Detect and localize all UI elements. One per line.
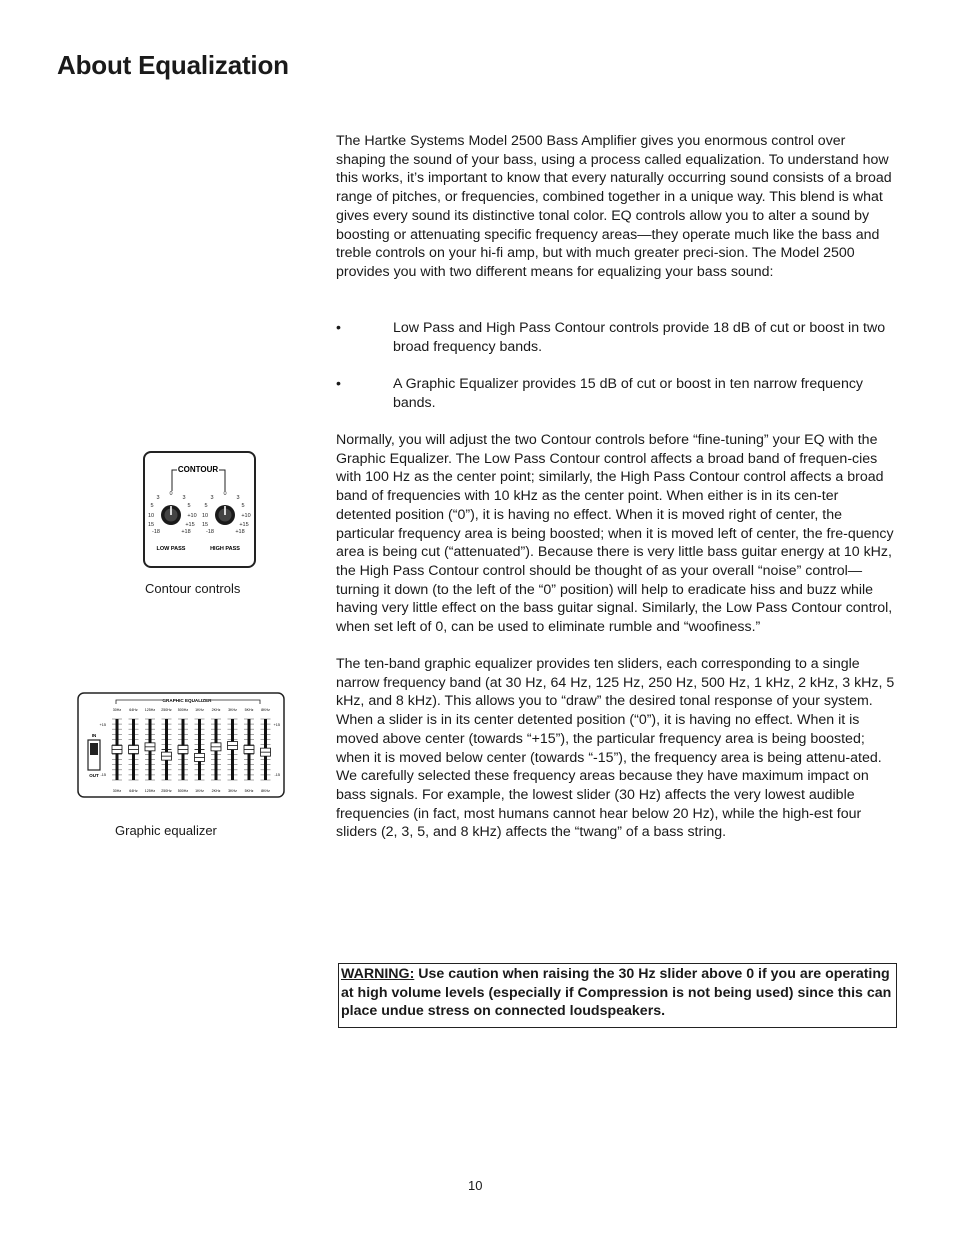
eq-band-label: 250Hz <box>161 789 172 793</box>
eq-band-label: 500Hz <box>177 789 189 793</box>
high-pass-knob <box>215 505 235 525</box>
scale-label: +15 <box>185 522 195 528</box>
bullet-text: Low Pass and High Pass Contour controls provide 18 dB of cut or boost in two broad frequency bands. <box>393 320 886 355</box>
warning-text: Use caution when raising the 30 Hz slider above 0 if you are operating at high volume levels (especially if Compression is not being used) since this can place undue stress on connected loudspeakers. <box>341 966 892 1020</box>
scale-label: 10 <box>201 513 209 519</box>
scale-bottom-label: -15 <box>274 773 280 777</box>
scale-label: 3 <box>156 495 160 501</box>
eq-slot <box>198 719 201 780</box>
eq-band-label: 64Hz <box>129 789 138 793</box>
eq-band-label: 64Hz <box>129 708 138 712</box>
scale-top-label: +15 <box>99 723 106 727</box>
graphic-equalizer-figure <box>77 692 286 804</box>
in-label: IN <box>91 733 97 738</box>
contour-controls-figure <box>143 451 256 574</box>
contour-panel-title: CONTOUR <box>177 465 219 474</box>
eq-band-label: 2KHz <box>211 789 221 793</box>
warning-box <box>338 963 897 1028</box>
scale-label: 3 <box>182 495 186 501</box>
eq-band-label: 250Hz <box>161 708 172 712</box>
scale-label: 5 <box>204 503 208 509</box>
geq-panel-title: GRAPHIC EQUALIZER <box>162 698 212 703</box>
page-title: About Equalization <box>57 50 289 80</box>
scale-label: 5 <box>187 503 191 509</box>
scale-label: 0 <box>169 491 173 497</box>
scale-label: +15 <box>239 522 249 528</box>
low-pass-knob <box>161 505 181 525</box>
out-label: OUT <box>89 773 99 778</box>
scale-label: 15 <box>201 522 209 528</box>
eq-band-label: 1KHz <box>195 708 204 712</box>
scale-label: 10 <box>147 513 155 519</box>
scale-label: 5 <box>150 503 154 509</box>
geq-paragraph: The ten-band graphic equalizer provides ten sliders, each corresponding to a single narrow frequency band (at 30 Hz, 64 Hz, 125 Hz, 250 Hz, 500 Hz, 1 kHz, 2 kHz, 3 kHz, 5 kHz, and 8 kHz). This allows you to “draw” the desired tonal response of your system. When a slider is in its center detented position (“0”), it is having no effect. When it is moved above center (towards “+15”), the particular frequency area is being boosted; when it is moved below center (towards “-15”), the frequency area is being attenu-ated. We carefully selected these frequency areas because they have maximum impact on bass signals. For example, the lowest slider (30 Hz) affects the very lowest audible frequencies (in fact, most humans cannot hear below 20 Hz), while the high-est four sliders (2, 3, 5, and 8 kHz) affects the “twang” of a bass string. <box>336 656 895 841</box>
scale-label: 0 <box>223 491 227 497</box>
eq-band-label: 500Hz <box>177 708 189 712</box>
eq-band-label: 5KHz <box>244 789 254 793</box>
scale-label: 3 <box>210 495 214 501</box>
contour-paragraph: Normally, you will adjust the two Contour controls before “fine-tuning” your EQ with the Graphic Equalizer. The Low Pass Contour control affects a broad band of frequen-cies with 100 Hz as the center point; similarly, the High Pass Contour control affects a broad band of frequencies with 10 kHz as the center point. When either is in its cen-ter detented position (“0”), it is having no effect. When it is moved right of center, the particular frequency area is being boosted; when it is moved left of center, the fre-quency area is being cut (“attenuated”). Because there is very little bass guitar energy at 10 kHz, the High Pass Contour control should be thought of as your overall “noise” control—turning it down (to the left of the “0” position) will help to eradicate hiss and buzz while having very little effect on the bass guitar signal. Similarly, the Low Pass Contour control, when set left of 0, can be used to eliminate rumble and “woofiness.” <box>336 432 894 636</box>
low-pass-label: LOW PASS <box>156 546 186 552</box>
scale-label: +18 <box>181 529 191 535</box>
eq-band-label: 8KHz <box>261 708 270 712</box>
eq-band-label: 1KHz <box>195 789 204 793</box>
scale-label: +18 <box>235 529 245 535</box>
scale-label: +10 <box>241 513 251 519</box>
graphic-equalizer-caption: Graphic equalizer <box>115 823 217 838</box>
scale-label: 3 <box>236 495 240 501</box>
high-pass-label: HIGH PASS <box>210 546 240 552</box>
intro-paragraph: The Hartke Systems Model 2500 Bass Amplifier gives you enormous control over shaping the sound of your bass, using a process called equalization. To understand how this works, it’s important to know that every naturally occurring sound consists of a broad range of pitches, or frequencies, combined together in a unique way. This blend is what gives every sound its distinctive tonal color. EQ controls allow you to alter a sound by boosting or attenuating specific frequency areas—they operate much like the bass and treble controls on your hi-fi amp, but with much greater preci-sion. The Model 2500 provides you with two different means for equalizing your bass sound: <box>336 133 892 280</box>
eq-band-label: 3KHz <box>228 708 237 712</box>
scale-label: 5 <box>241 503 245 509</box>
scale-label: 15 <box>147 522 155 528</box>
scale-top-label: +15 <box>273 723 280 727</box>
eq-band-label: 2KHz <box>211 708 221 712</box>
warning-label: WARNING: <box>341 966 415 982</box>
eq-band-label: 3KHz <box>228 789 237 793</box>
scale-bottom-label: -15 <box>100 773 106 777</box>
eq-band-label: 30Hz <box>112 789 122 793</box>
eq-slot <box>165 719 168 780</box>
contour-caption: Contour controls <box>145 581 241 596</box>
eq-band-label: 5KHz <box>244 708 254 712</box>
eq-band-label: 30Hz <box>112 708 122 712</box>
eq-band-label: 125Hz <box>144 789 156 793</box>
scale-label: -18 <box>152 529 160 535</box>
eq-band-label: 125Hz <box>144 708 156 712</box>
eq-band-label: 8KHz <box>261 789 270 793</box>
scale-label: +10 <box>187 513 197 519</box>
bullet-symbol: • <box>336 376 341 392</box>
scale-label: -18 <box>206 529 214 535</box>
bullet-text: A Graphic Equalizer provides 15 dB of cut or boost in ten narrow frequency bands. <box>393 376 864 411</box>
bullet-symbol: • <box>336 320 341 336</box>
page-number: 10 <box>468 1178 483 1193</box>
